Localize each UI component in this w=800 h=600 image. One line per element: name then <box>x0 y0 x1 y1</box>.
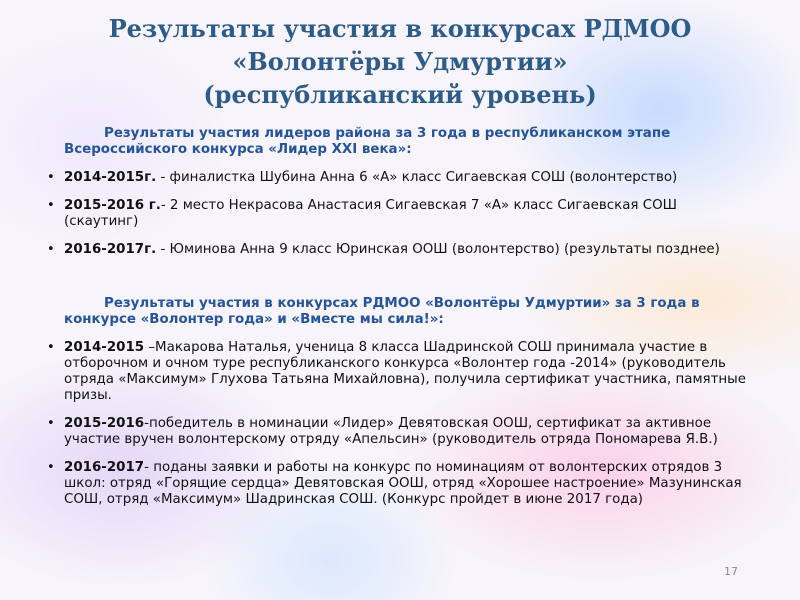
volunteer-contest-results-list <box>47 340 754 508</box>
bullet-icon: • <box>47 416 55 431</box>
leader-contest-results-list <box>47 170 754 258</box>
title-line-3: (республиканский уровень) <box>203 80 597 109</box>
bullet-icon: • <box>47 242 55 257</box>
item-text: - поданы заявки и работы на конкурс по номинациям от волонтерских отрядов 3 школ: отряд «Горящие сердца» Девятовская ООШ, отряд «Хорошее настроение» Мазунинская СОШ, отряд «Максимум» Шадринская СОШ. (Конкурс пройдет в июне 2017 года) <box>64 460 742 507</box>
item-year-label: 2014-2015г. <box>64 170 157 185</box>
bullet-icon: • <box>47 460 55 475</box>
section-heading-leader-contest: Результаты участия лидеров района за 3 года в республиканском этапе Всероссийского конкурса «Лидер XXI века»: <box>64 126 671 157</box>
list-item <box>47 242 754 258</box>
list-item <box>47 460 754 508</box>
item-text: - 2 место Некрасова Анастасия Сигаевская 7 «А» класс Сигаевская СОШ (скаутинг) <box>64 198 677 229</box>
item-text: -победитель в номинации «Лидер» Девятовская ООШ, сертификат за активное участие вручен волонтерскому отряду «Апельсин» (руководитель отряда Пономарева Я.В.) <box>64 416 718 447</box>
item-year-label: 2014-2015 <box>64 340 145 355</box>
bullet-icon: • <box>47 170 55 185</box>
title-line-1: Результаты участия в конкурсах РДМОО <box>108 14 692 43</box>
list-item <box>47 198 754 230</box>
list-item <box>47 416 754 448</box>
item-year-label: 2015-2016 г. <box>64 198 161 213</box>
item-year-label: 2016-2017 <box>64 460 145 475</box>
section-spacer <box>64 270 754 296</box>
item-year-label: 2016-2017г. <box>64 242 157 257</box>
bullet-icon: • <box>47 198 55 213</box>
item-year-label: 2015-2016 <box>64 416 145 431</box>
item-text: - финалистка Шубина Анна 6 «А» класс Сигаевская СОШ (волонтерство) <box>156 170 678 185</box>
page-number: 17 <box>724 565 738 578</box>
slide-content <box>47 126 754 520</box>
list-item <box>47 170 754 186</box>
list-item <box>47 340 754 404</box>
title-line-2: «Волонтёры Удмуртии» <box>232 47 568 76</box>
item-text: - Юминова Анна 9 класс Юринская ООШ (волонтерство) (результаты позднее) <box>156 242 720 257</box>
section-heading-volunteer-contest: Результаты участия в конкурсах РДМОО «Волонтёры Удмуртии» за 3 года в конкурсе «Волонтер года» и «Вместе мы сила!»: <box>64 296 700 327</box>
bullet-icon: • <box>47 340 55 355</box>
item-text: –Макарова Наталья, ученица 8 класса Шадринской СОШ принимала участие в отборочном и очном туре республиканского конкурса «Волонтер года -2014» (руководитель отряда «Максимум» Глухова Татьяна Михайловна), получила сертификат участника, памятные призы. <box>64 340 746 403</box>
slide-title <box>40 12 760 111</box>
